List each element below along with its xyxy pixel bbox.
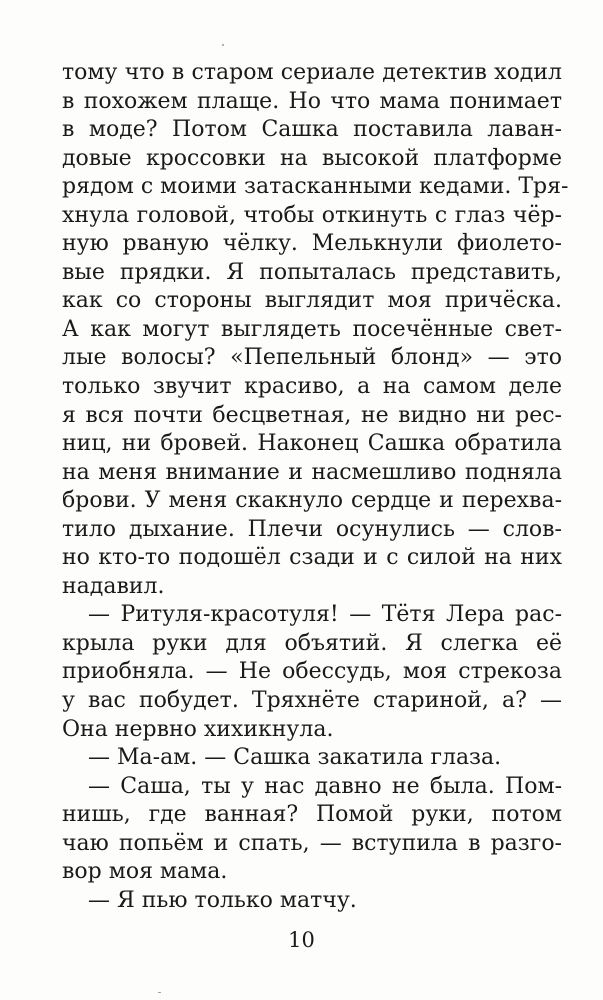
text-line: довые кроссовки на высокой платформе (62, 145, 562, 171)
text-line: Она нервно хихикнула. (62, 716, 334, 742)
text-line: — Я пью только матчу. (88, 887, 357, 913)
text-line: хнула головой, чтобы откинуть с глаз чёр- (62, 202, 562, 228)
text-line: брови. У меня скакнуло сердце и перехва- (62, 488, 562, 514)
text-line: вор моя мама. (62, 859, 228, 885)
paragraph (62, 601, 562, 744)
text-line: рядом с моими затасканными кедами. Тря- (62, 174, 569, 200)
text-line: в моде? Потом Сашка поставила лаван- (62, 117, 562, 143)
scan-speck (158, 992, 161, 993)
text-line: А как могут выглядеть посечённые свет- (62, 316, 562, 342)
text-line: ную рваную чёлку. Мелькнули фиолето- (62, 231, 562, 257)
text-line: только звучит красиво, а на самом деле (62, 374, 562, 400)
text-line: — Саша, ты у нас давно не была. Пом- (88, 773, 562, 799)
text-line: тило дыхание. Плечи осунулись — слов- (62, 516, 562, 542)
text-line: лые волосы? «Пепельный блонд» — это (62, 345, 562, 371)
paragraph (62, 773, 562, 887)
page-number: 10 (288, 928, 315, 952)
text-line: но кто-то подошёл сзади и с силой на них (62, 545, 562, 571)
text-line: как со стороны выглядит моя причёска. (62, 288, 562, 314)
text-line: вые прядки. Я попыталась представить, (62, 259, 562, 285)
paragraph (62, 887, 562, 916)
text-line: приобняла. — Не обессудь, моя стрекоза (62, 659, 562, 685)
text-line: у вас побудет. Тряхнёте стариной, а? — (62, 688, 562, 714)
text-line: — Ма-ам. — Сашка закатила глаза. (88, 745, 502, 771)
text-line: тому что в старом сериале детектив ходил (62, 60, 562, 85)
page-text (62, 59, 569, 915)
text-line: на меня внимание и насмешливо подняла (62, 459, 562, 485)
text-line: крыла руки для объятий. Я слегка её (62, 630, 562, 656)
text-line: я вся почти бесцветная, не видно ни рес- (62, 402, 562, 428)
text-line: — Ритуля-красотуля! — Тётя Лера рас- (88, 602, 562, 628)
paragraph (62, 744, 562, 773)
scan-speck (222, 44, 224, 46)
text-line: надавил. (62, 573, 165, 599)
text-line: чаю попьём и спать, — вступила в разго- (62, 830, 562, 856)
text-line: в похожем плаще. Но что мама понимает (62, 88, 562, 114)
text-line: ниц, ни бровей. Наконец Сашка обратила (62, 431, 562, 457)
text-line: нишь, где ванная? Помой руки, потом (62, 802, 562, 828)
paragraph (62, 59, 569, 601)
